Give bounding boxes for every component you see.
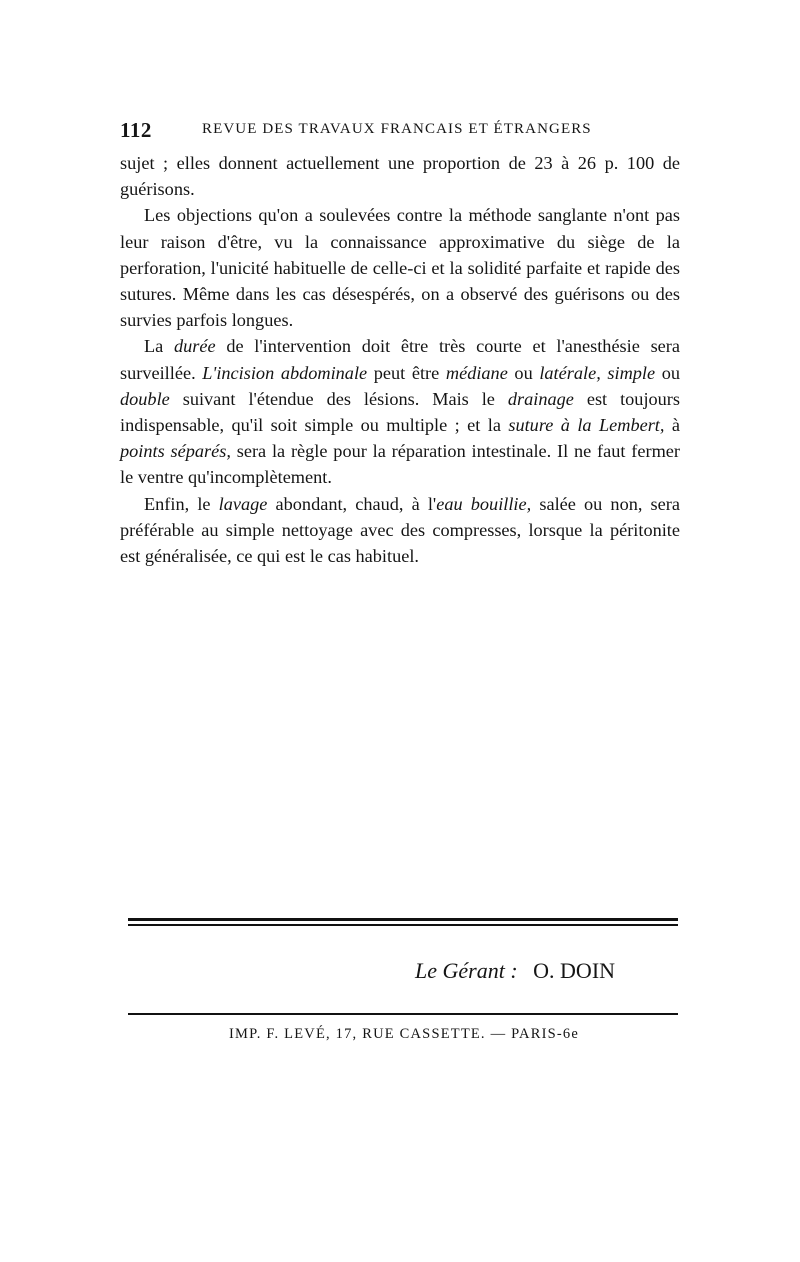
- signature-line: [415, 958, 615, 984]
- italic-term: latérale, simple: [539, 362, 656, 383]
- italic-term: L'incision abdominale: [202, 362, 368, 383]
- text-run: est toujours indispensable, qu'il soit simple ou multiple ; et la: [120, 388, 681, 436]
- text-run: Enfin, le: [144, 493, 219, 514]
- text-run: salée ou non, sera préférable au simple nettoyage avec des compresses, lorsque la péritonite est généralisée, ce qui est le cas habituel.: [120, 493, 680, 567]
- text-run: de l'intervention doit être très courte et l'anesthésie sera surveillée.: [120, 336, 680, 383]
- italic-term: lavage: [218, 493, 268, 514]
- italic-term: suture à la Lembert,: [508, 415, 665, 436]
- text-run: ou: [507, 362, 540, 383]
- text-run: La: [144, 336, 174, 357]
- printer-imprint: IMP. F. LEVÉ, 17, RUE CASSETTE. — PARIS-6e: [228, 1026, 579, 1042]
- text-run: ou: [655, 362, 681, 383]
- divider-rule-top: [128, 918, 678, 921]
- paragraph-1: sujet ; elles donnent actuellement une proportion de 23 à 26 p. 100 de guérisons.: [120, 153, 680, 200]
- text-run: abondant, chaud, à l': [267, 493, 437, 514]
- signature-name: O. DOIN: [533, 958, 616, 983]
- italic-term: drainage: [507, 388, 574, 409]
- paragraph-2: Les objections qu'on a soulevées contre la méthode sanglante n'ont pas leur raison d'être, vu la connaissance approximative du siège de la perforation, l'unicité habituelle de celle-ci et la solidité parfaite et rapide des sutures. Même dans les cas désespérés, on a observé des guérisons ou des survies parfois longues.: [120, 205, 680, 331]
- text-run: suivant l'étendue des lésions. Mais le: [169, 388, 508, 409]
- italic-term: médiane: [445, 362, 508, 383]
- divider-rule-bottom: [128, 924, 678, 926]
- text-run: à: [664, 415, 680, 436]
- paragraph-3: [120, 333, 680, 490]
- page-number: 112: [120, 118, 152, 142]
- italic-term: durée: [174, 336, 216, 357]
- italic-term: double: [120, 388, 170, 409]
- page-header: [120, 118, 680, 144]
- body-text: [120, 150, 680, 569]
- imprint-rule: [128, 1013, 678, 1015]
- italic-term: eau bouillie,: [436, 493, 532, 514]
- text-run: sera la règle pour la réparation intestinale. Il ne faut fermer le ventre qu'incomplètement.: [120, 441, 680, 488]
- italic-term: points séparés,: [120, 441, 231, 462]
- running-title: REVUE DES TRAVAUX FRANCAIS ET ÉTRANGERS: [202, 121, 592, 137]
- text-run: peut être: [367, 362, 446, 383]
- signature-role: Le Gérant :: [415, 958, 518, 983]
- paragraph-4: [120, 491, 680, 570]
